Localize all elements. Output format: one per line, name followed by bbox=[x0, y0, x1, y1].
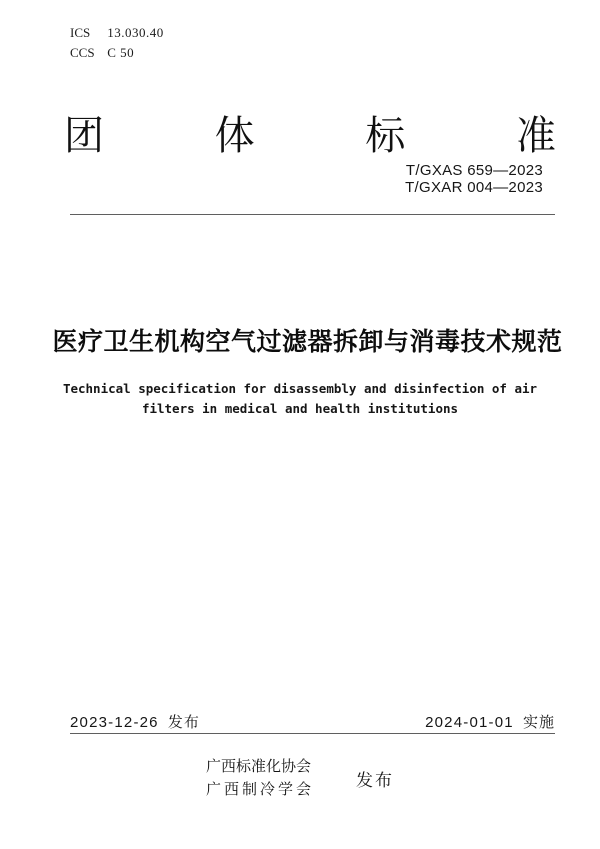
standard-numbers bbox=[405, 162, 543, 196]
ccs-code-line bbox=[70, 43, 164, 63]
doc-type-char: 团 bbox=[64, 114, 104, 158]
standard-number-secondary: T/GXAR 004—2023 bbox=[405, 179, 543, 196]
doc-type-char: 标 bbox=[365, 114, 406, 158]
page-title-english-line1: Technical specification for disassembly and disinfection of air bbox=[62, 381, 538, 396]
implementation-date: 2024-01-01 bbox=[425, 714, 514, 731]
publisher-block bbox=[0, 755, 600, 801]
header-divider bbox=[70, 214, 555, 215]
standard-number-primary: T/GXAS 659—2023 bbox=[405, 162, 543, 179]
issue-label: 发布 bbox=[167, 714, 200, 731]
implementation-date-block bbox=[425, 711, 555, 732]
ics-value: 13.030.40 bbox=[107, 25, 164, 40]
publisher-names bbox=[206, 755, 314, 801]
dates-row bbox=[70, 711, 555, 732]
ccs-label: CCS bbox=[70, 45, 95, 60]
issue-date-block bbox=[70, 711, 200, 732]
classification-codes bbox=[70, 23, 164, 63]
footer-divider bbox=[70, 733, 555, 734]
doc-type-heading bbox=[64, 104, 556, 161]
page-title-english bbox=[0, 379, 600, 419]
publisher-secondary: 广西制冷学会 bbox=[205, 781, 314, 798]
publish-label: 发布 bbox=[356, 770, 394, 790]
doc-type-char: 体 bbox=[214, 114, 255, 158]
implementation-label: 实施 bbox=[522, 714, 555, 731]
publisher-primary: 广西标准化协会 bbox=[205, 758, 311, 775]
page-title: 医疗卫生机构空气过滤器拆卸与消毒技术规范 bbox=[52, 328, 563, 356]
issue-date: 2023-12-26 bbox=[70, 714, 159, 731]
doc-type-char: 准 bbox=[515, 114, 556, 158]
ics-label: ICS bbox=[70, 25, 91, 40]
ccs-value: C 50 bbox=[107, 45, 135, 60]
page-title-english-line2: filters in medical and health institutions bbox=[141, 401, 459, 416]
ics-code-line bbox=[70, 23, 164, 43]
